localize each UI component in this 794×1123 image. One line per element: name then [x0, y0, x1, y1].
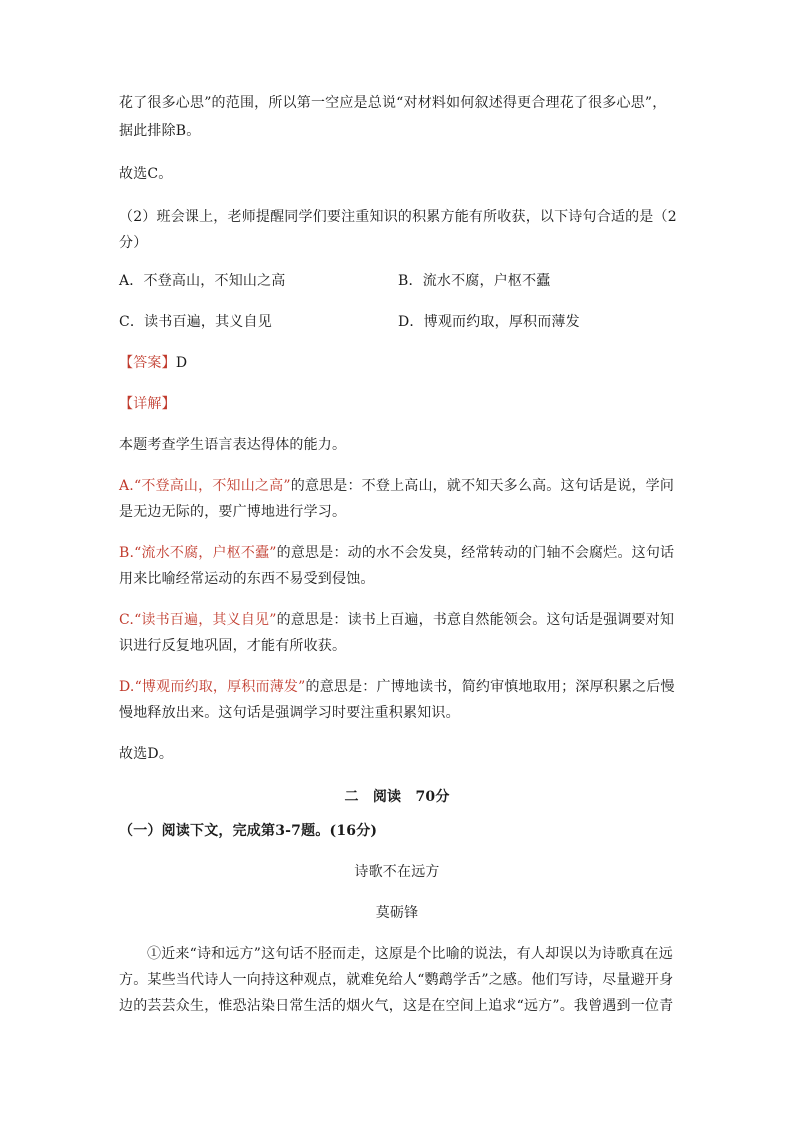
- paragraph-1-line-2: 方。某些当代诗人一向持这种观点，就难免给人“鹦鹉学舌”之感。他们写诗，尽量避开身: [119, 972, 674, 988]
- intro-line-1: 花了很多心思”的范围，所以第一空应是总说“对材料如何叙述得更合理花了很多心思”，: [119, 95, 667, 111]
- detail-intro: 本题考查学生语言表达得体的能力。: [119, 437, 347, 453]
- answer-value: D: [175, 355, 188, 371]
- section-sub-heading: （一）阅读下文，完成第3-7题。(16分): [119, 823, 378, 839]
- explanation-b-line-2: 用来比喻经常运动的东西不易受到侵蚀。: [119, 571, 375, 587]
- question-line-2: 分）: [119, 235, 148, 251]
- article-title: 诗歌不在远方: [354, 864, 440, 880]
- detail-tag: 【详解】: [119, 396, 176, 412]
- option-d: D．博观而约取，厚积而薄发: [398, 314, 580, 330]
- option-b: B．流水不腐，户枢不蠹: [398, 273, 551, 289]
- intro-line-2: 据此排除B。: [119, 123, 201, 139]
- explanation-c-line-1: [119, 610, 674, 630]
- explanation-b-line-1: [119, 543, 674, 563]
- paragraph-1-line-3: 边的芸芸众生，惟恐沾染日常生活的烟火气，这是在空间上追求“远方”。我曾遇到一位青: [119, 998, 674, 1014]
- explanation-d-text: 的意思是：广博地读书，简约审慎地取用；深厚积累之后慢: [305, 679, 675, 695]
- explanation-a-prefix: A.: [119, 478, 134, 494]
- explanation-d-quote: “博观而约取，厚积而薄发”: [134, 679, 306, 695]
- explanation-b-text: 的意思是：动的水不会发臭，经常转动的门轴不会腐烂。这句话: [276, 545, 675, 561]
- option-a: A．不登高山，不知山之高: [119, 273, 286, 289]
- answer-tag: 【答案】: [119, 355, 176, 371]
- question-line-1: （2）班会课上，老师提醒同学们要注重知识的积累方能有所收获，以下诗句合适的是（2: [119, 209, 677, 225]
- explanation-d-line-2: 慢地释放出来。这句话是强调学习时要注重积累知识。: [119, 705, 460, 721]
- explanation-b-prefix: B.: [119, 545, 135, 561]
- explanation-a-line-1: [119, 476, 674, 496]
- explanation-c-line-2: 识进行反复地巩固，才能有所收获。: [119, 638, 347, 654]
- section-heading: 二 阅读 70分: [344, 789, 450, 805]
- explanation-d-prefix: D.: [119, 679, 135, 695]
- article-author: 莫砺锋: [375, 905, 419, 921]
- explanation-b-quote: “流水不腐，户枢不蠹”: [134, 545, 277, 561]
- explanation-c-quote: “读书百遍，其义自见”: [134, 612, 277, 628]
- paragraph-1-line-1: ①近来“诗和远方”这句话不胫而走，这原是个比喻的说法，有人却误以为诗歌真在远: [147, 946, 673, 962]
- explanation-a-text: 的意思是：不登上高山，就不知天多么高。这句话是说，学问: [290, 478, 675, 494]
- explanation-a-line-2: 是无边无际的，要广博地进行学习。: [119, 504, 347, 520]
- option-c: C．读书百遍，其义自见: [119, 314, 272, 330]
- intro-conclusion: 故选C。: [119, 166, 173, 182]
- explanation-a-quote: “不登高山，不知山之高”: [133, 478, 291, 494]
- question-conclusion: 故选D。: [119, 746, 174, 762]
- explanation-d-line-1: [119, 677, 675, 697]
- answer-line: [119, 353, 187, 373]
- explanation-c-text: 的意思是：读书上百遍，书意自然能领会。这句话是强调要对知: [276, 612, 675, 628]
- explanation-c-prefix: C.: [119, 612, 135, 628]
